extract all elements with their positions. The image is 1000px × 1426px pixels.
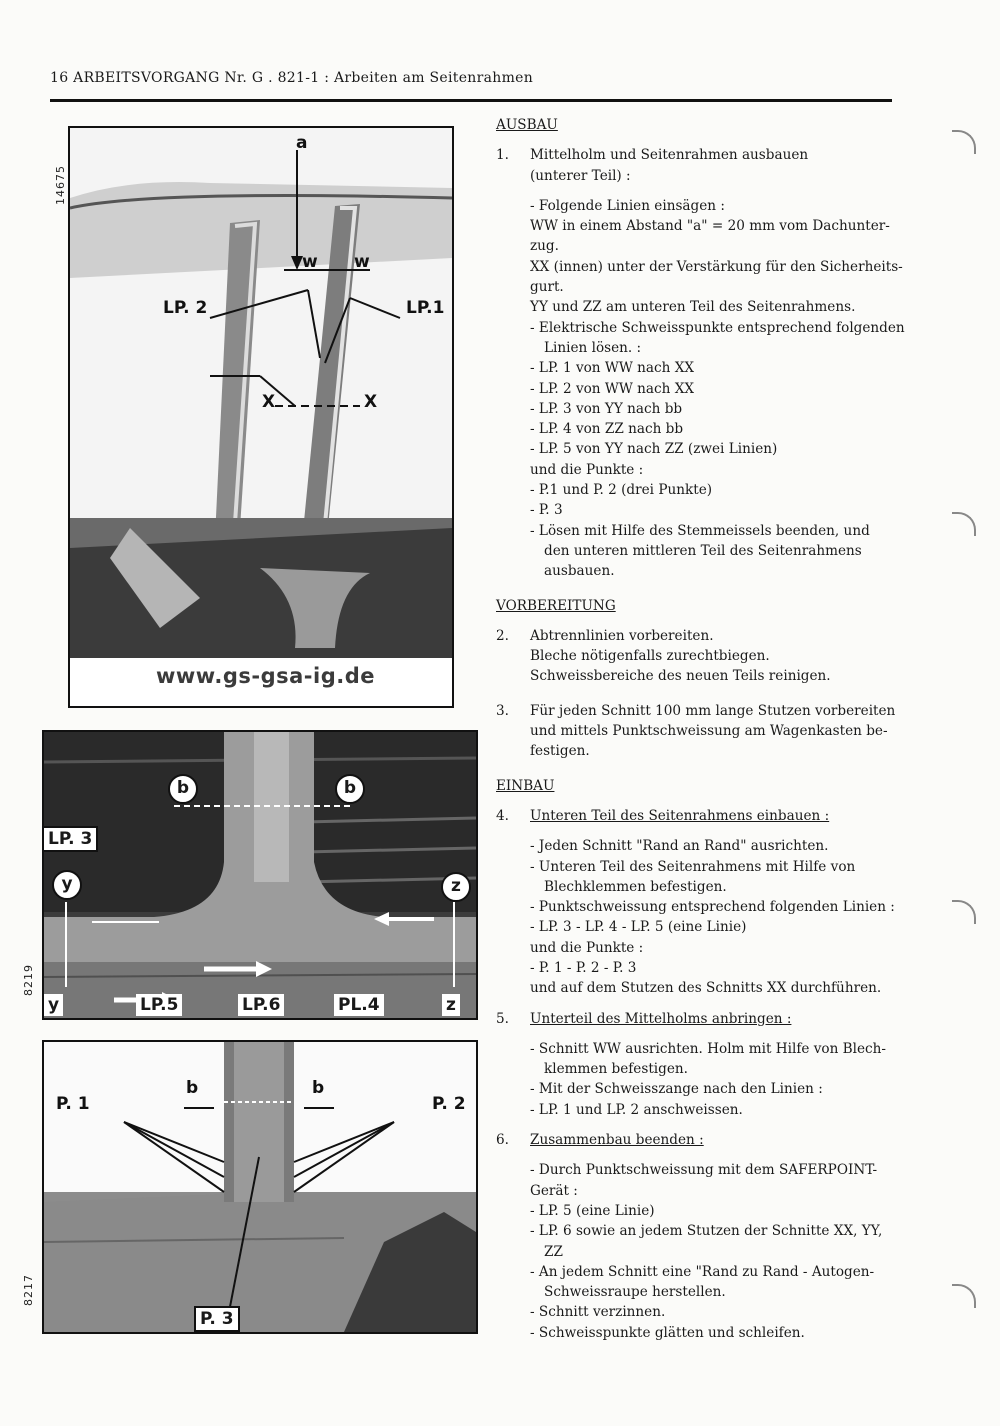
step-5-number: 5.	[496, 1010, 509, 1027]
step-1-line: gurt.	[530, 279, 564, 296]
step-5-title: Unterteil des Mittelholms anbringen :	[530, 1010, 792, 1027]
step-4-line: - P. 1 - P. 2 - P. 3	[530, 959, 637, 976]
section-title-einbau: EINBAU	[496, 777, 555, 794]
step-4-line: - LP. 3 - LP. 4 - LP. 5 (eine Linie)	[530, 919, 747, 936]
watermark-url: www.gs-gsa-ig.de	[156, 664, 375, 688]
step-4-title: Unteren Teil des Seitenrahmens einbauen :	[530, 807, 830, 824]
step-6-line: - LP. 6 sowie an jedem Stutzen der Schnitte XX, YY,	[530, 1223, 883, 1240]
step-3-line: festigen.	[530, 743, 590, 760]
step-1-line: - LP. 5 von YY nach ZZ (zwei Linien)	[530, 441, 778, 458]
header-rule	[50, 99, 892, 102]
label-y-bottom: y	[44, 994, 63, 1016]
figure-2-photo	[42, 730, 478, 1020]
step-6-line: - Schnitt verzinnen.	[530, 1304, 666, 1321]
step-1-line: zug.	[530, 238, 559, 255]
section-title-ausbau: AUSBAU	[496, 117, 558, 133]
figure-code-8217: 8217	[22, 1274, 35, 1306]
step-4-line: - Unteren Teil des Seitenrahmens mit Hilfe von	[530, 858, 856, 875]
step-1-line: - Folgende Linien einsägen :	[530, 197, 725, 214]
step-5-line: - Mit der Schweisszange nach den Linien :	[530, 1081, 823, 1098]
step-6-line: Schweissraupe herstellen.	[544, 1284, 726, 1301]
label-lp3: LP. 3	[42, 826, 98, 852]
label-z-top: z	[441, 872, 471, 902]
step-1-title-2: (unterer Teil) :	[530, 167, 631, 184]
label-w-right: w	[354, 252, 370, 272]
step-5-line: klemmen befestigen.	[544, 1061, 688, 1078]
step-4-line: - Jeden Schnitt "Rand an Rand" ausrichten.	[530, 838, 829, 855]
label-p3: P. 3	[194, 1306, 240, 1332]
instructions-column	[496, 115, 916, 1343]
label-x-right: X	[364, 392, 378, 412]
binder-hole-mark	[952, 130, 976, 154]
step-6-line: - Durch Punktschweissung mit dem SAFERPOINT-Gerät :	[530, 1162, 878, 1199]
label-b-right: b	[335, 774, 365, 804]
figure-1-photo	[68, 126, 454, 708]
label-a: a	[296, 133, 308, 153]
step-1-line: Linien lösen. :	[544, 339, 642, 356]
step-6-title: Zusammenbau beenden :	[530, 1132, 704, 1149]
label-lp2: LP. 2	[163, 298, 208, 318]
label-lp1: LP.1	[406, 298, 445, 318]
step-1-line: - P.1 und P. 2 (drei Punkte)	[530, 482, 713, 499]
step-3-number: 3.	[496, 702, 509, 719]
step-1-line: YY und ZZ am unteren Teil des Seitenrahmens.	[530, 299, 856, 316]
step-1-line: - LP. 4 von ZZ nach bb	[530, 421, 684, 438]
step-6-number: 6.	[496, 1132, 509, 1149]
label-b-left: b	[168, 774, 198, 804]
page-header: 16 ARBEITSVORGANG Nr. G . 821-1 : Arbeiten am Seitenrahmen	[50, 70, 534, 86]
step-1-line: - LP. 1 von WW nach XX	[530, 360, 695, 377]
step-4-line: und auf dem Stutzen des Schnitts XX durchführen.	[530, 980, 882, 997]
step-4-line: - Punktschweissung entsprechend folgenden Linien :	[530, 899, 895, 916]
step-2-line: Schweissbereiche des neuen Teils reinigen.	[530, 668, 831, 685]
label-w-left: w	[302, 252, 318, 272]
step-6-line: - An jedem Schnitt eine "Rand zu Rand - Autogen-	[530, 1263, 875, 1280]
figure-3-photo	[42, 1040, 478, 1334]
label-pl4: PL.4	[334, 994, 384, 1016]
step-1-title: Mittelholm und Seitenrahmen ausbauen	[530, 147, 809, 164]
step-6-line: - LP. 5 (eine Linie)	[530, 1202, 655, 1219]
label-b-left-fig3: b	[186, 1078, 199, 1098]
label-p2: P. 2	[432, 1094, 466, 1114]
step-3-line: Für jeden Schnitt 100 mm lange Stutzen vorbereiten	[530, 702, 896, 719]
label-b-right-fig3: b	[312, 1078, 325, 1098]
step-5-line: - Schnitt WW ausrichten. Holm mit Hilfe von Blech-	[530, 1040, 887, 1057]
step-6-line: ZZ	[544, 1243, 563, 1260]
step-1-line: ausbauen.	[544, 563, 615, 580]
binder-hole-mark	[952, 512, 976, 536]
step-4-line: und die Punkte :	[530, 939, 644, 956]
label-lp6: LP.6	[238, 994, 284, 1016]
step-2-number: 2.	[496, 627, 509, 644]
figure-code-8219: 8219	[22, 964, 35, 996]
label-p1: P. 1	[56, 1094, 90, 1114]
step-1-line: den unteren mittleren Teil des Seitenrahmens	[544, 542, 862, 559]
figure-code-14675: 14675	[54, 165, 67, 205]
section-title-vorbereitung: VORBEREITUNG	[496, 597, 616, 614]
step-4-number: 4.	[496, 807, 509, 824]
step-1-line: - Elektrische Schweisspunkte entsprechend folgenden	[530, 319, 905, 336]
step-1-line: WW in einem Abstand "a" = 20 mm vom Dachunter-	[530, 218, 890, 235]
label-z-bottom: z	[442, 994, 460, 1016]
step-6-line: - Schweisspunkte glätten und schleifen.	[530, 1324, 805, 1341]
step-1-line: und die Punkte :	[530, 461, 644, 478]
binder-hole-mark	[952, 1284, 976, 1308]
step-4-line: Blechklemmen befestigen.	[544, 878, 727, 895]
label-x-left: X	[262, 392, 276, 412]
label-y-top: y	[52, 870, 82, 900]
binder-hole-mark	[952, 900, 976, 924]
step-5-line: - LP. 1 und LP. 2 anschweissen.	[530, 1101, 743, 1118]
step-1-line: - Lösen mit Hilfe des Stemmeissels beenden, und	[530, 522, 870, 539]
label-lp5: LP.5	[136, 994, 182, 1016]
step-1-line: - P. 3	[530, 502, 563, 519]
step-2-line: Bleche nötigenfalls zurechtbiegen.	[530, 648, 770, 665]
step-1-line: - LP. 2 von WW nach XX	[530, 380, 695, 397]
step-1-line: XX (innen) unter der Verstärkung für den Sicherheits-	[530, 258, 903, 275]
step-1-line: - LP. 3 von YY nach bb	[530, 400, 683, 417]
step-1-number: 1.	[496, 147, 509, 164]
step-2-line: Abtrennlinien vorbereiten.	[530, 627, 714, 644]
step-3-line: und mittels Punktschweissung am Wagenkasten be-	[530, 723, 888, 740]
